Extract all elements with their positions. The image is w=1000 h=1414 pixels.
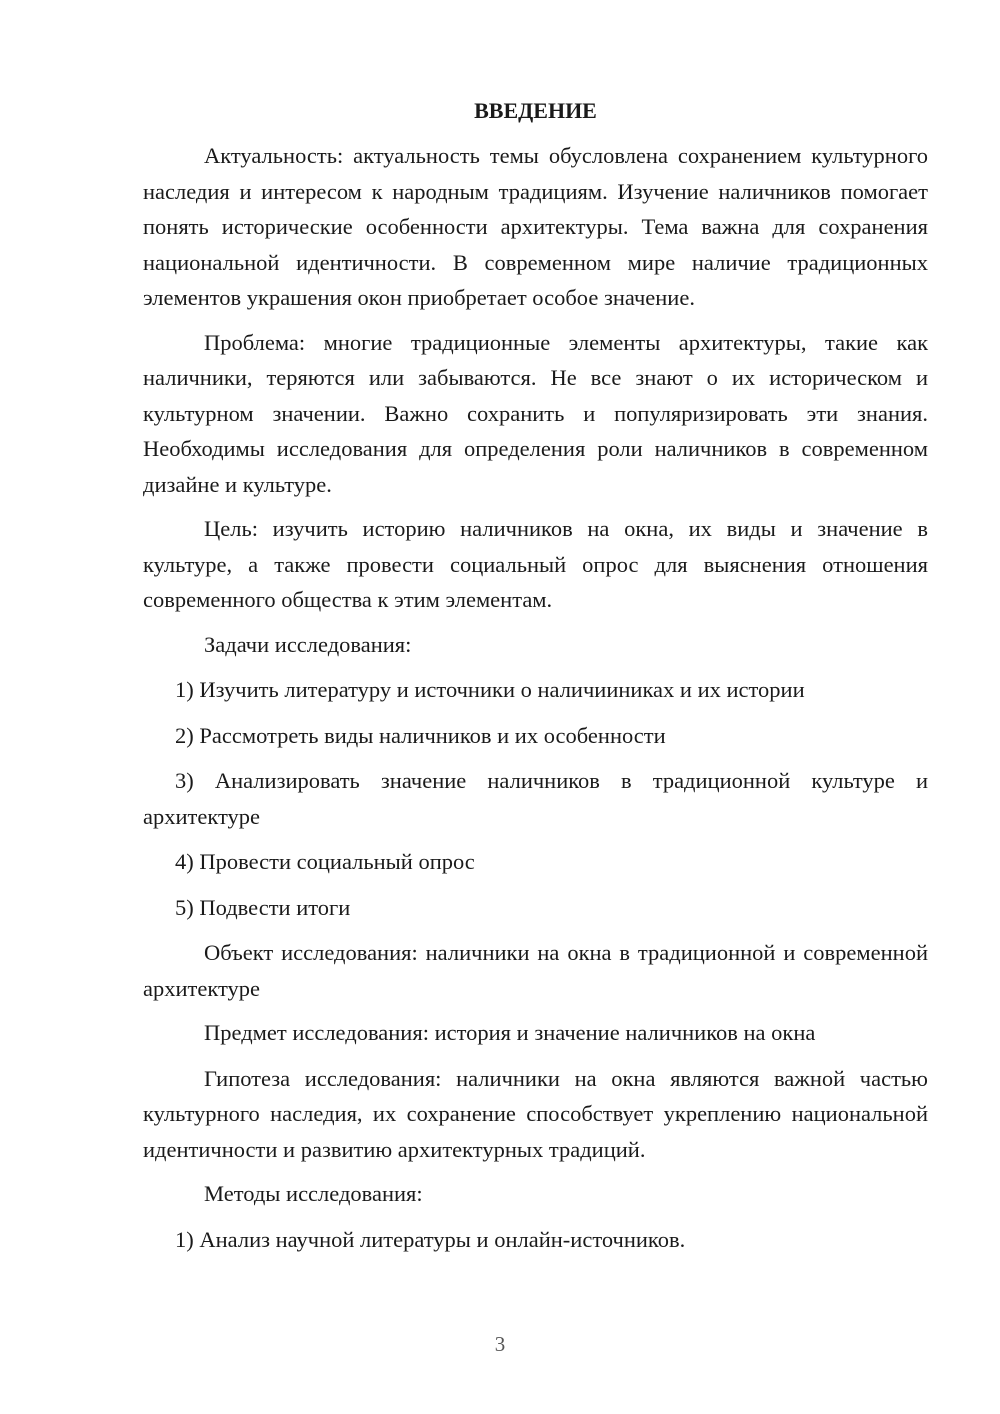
method-item: 1) Анализ научной литературы и онлайн-источников. (175, 1226, 686, 1252)
page-title: ВВЕДЕНИЕ (474, 98, 597, 123)
tasks-heading: Задачи исследования: (204, 631, 412, 657)
paragraph-goal: Цель: изучить историю наличников на окна, их виды и значение в культуре, а также провести социальный опрос для выяснения отношения современного общества к этим элементам. (143, 516, 928, 612)
task-item: 3) Анализировать значение наличников в традиционной культуре и архитектуре (143, 768, 928, 829)
task-item: 5) Подвести итоги (175, 894, 351, 920)
paragraph-subject: Предмет исследования: история и значение наличников на окна (204, 1020, 816, 1045)
document-page (143, 96, 928, 1267)
methods-heading: Методы исследования: (204, 1181, 423, 1206)
paragraph-hypothesis: Гипотеза исследования: наличники на окна являются важной частью культурного наследия, их сохранение способствует укреплению национальной идентичности и развитию архитектурных традиций. (143, 1065, 928, 1162)
paragraph-relevance: Актуальность: актуальность темы обусловлена сохранением культурного наследия и интересом к народным традициям. Изучение наличников помогает понять исторические особенности архитектуры. Тема важна для сохранения национальной идентичности. В современном мире наличие традиционных элементов украшения окон приобретает особое значение. (143, 143, 928, 310)
paragraph-object: Объект исследования: наличники на окна в традиционной и современной архитектуре (143, 940, 928, 1001)
task-item: 2) Рассмотреть виды наличников и их особенности (175, 722, 666, 748)
task-item: 1) Изучить литературу и источники о наличииниках и их истории (175, 677, 805, 702)
paragraph-problem: Проблема: многие традиционные элементы архитектуры, такие как наличники, теряются или забываются. Не все знают о их историческом и культурном значении. Важно сохранить и популяризировать эти знания. Необходимы исследования для определения роли наличников в современном дизайне и культуре. (143, 329, 928, 497)
page-number: 3 (494, 1332, 506, 1356)
task-item: 4) Провести социальный опрос (175, 849, 475, 874)
